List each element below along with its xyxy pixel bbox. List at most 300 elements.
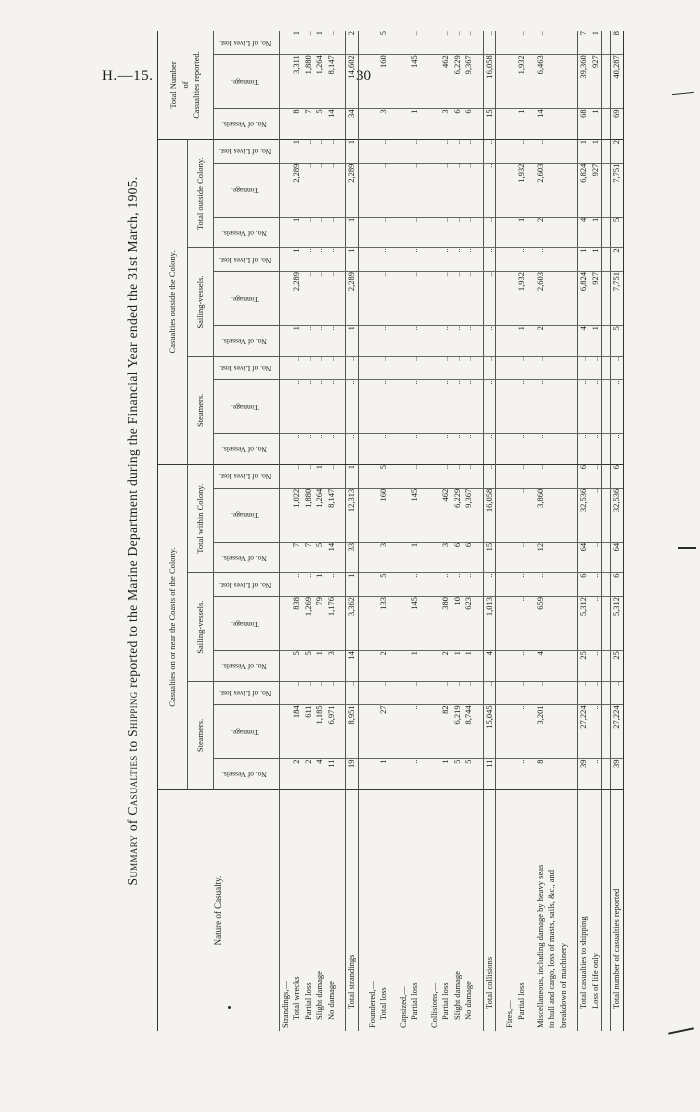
spacer-cell [496,790,505,1031]
vessels-column-header: No. of Vessels. [214,542,280,573]
table-cell: .. [535,248,569,272]
spacer-cell [602,55,611,109]
table-cell: 3 [367,542,390,573]
casualty-nature-label: Total strandings [346,790,358,1031]
table-cell: 6,824 927 [578,163,602,217]
spacer-cell [475,163,484,217]
spacer-cell [569,759,578,790]
table-cell: 64 [611,542,623,573]
table-cell: .. .. .. [429,271,475,325]
spacer-cell [358,217,367,248]
casualty-nature-label: Strandings,— Total wrecks Partial loss Slight damage No damage [280,971,336,1028]
lives-lost-column-header: No. of Lives lost. [214,31,280,55]
table-cell: 3,311 1,880 1,264 8,147 [280,55,338,109]
spacer-cell [602,434,611,465]
table-title: Summary of Casualties to Shipping reported to the Marine Department during the Financial Year ended the 31st March, 1905. [125,176,140,886]
table-cell: 39 .. [578,759,602,790]
spacer-cell [421,217,429,248]
lives-lost-column-header: No. of Lives lost. [214,465,280,489]
spacer-row [337,31,346,1031]
spacer-cell [421,380,429,434]
table-cell: 14 [346,651,358,682]
table-cell: 11 [483,759,495,790]
table-cell: 184 611 1,185 6,971 [280,705,338,759]
spacer-cell [569,651,578,682]
table-cell: .. .. .. .. [280,356,338,380]
table-cell: 15 [483,109,495,140]
spacer-cell [527,31,535,55]
table-cell: 6 [611,573,623,597]
spacer-cell [527,759,535,790]
table-cell: .. .. .. .. [280,380,338,434]
spacer-cell [337,326,346,357]
spacer-cell [421,542,429,573]
table-cell: 1,013 [483,597,495,651]
total-outside-header: Total outside Colony. [188,140,214,248]
spacer-cell [358,248,367,272]
table-cell: 8 [611,31,623,55]
spacer-cell [390,248,398,272]
table-cell: .. [398,681,421,705]
table-cell: .. [483,434,495,465]
spacer-cell [421,109,429,140]
table-cell: .. .. .. [429,380,475,434]
table-cell: 3 [367,109,390,140]
spacer-cell [358,573,367,597]
nature-header: Nature of Casualty. [158,790,280,1031]
tonnage-column-header: Tonnage. [214,271,280,325]
table-cell: .. [611,681,623,705]
table-cell: 145 [398,55,421,109]
table-cell: 1 [346,573,358,597]
table-cell: .. .. .. [429,356,475,380]
table-cell: 5,312 .. [578,597,602,651]
table-cell: .. [535,465,569,489]
casualty-nature-label: Foundered,— Total loss [366,981,389,1028]
table-cell: .. [483,31,495,55]
table-cell: 8 7 5 14 [280,109,338,140]
tonnage-column-header: Tonnage. [214,380,280,434]
spacer-cell [496,651,505,682]
spacer-cell [390,31,398,55]
spacer-cell [421,248,429,272]
table-cell: .. [535,380,569,434]
table-cell: .. .. .. .. [280,681,338,705]
spacer-cell [390,573,398,597]
table-row [504,31,527,1031]
spacer-cell [527,434,535,465]
spacer-row [527,31,535,1031]
vessels-column-header: No. of Vessels. [214,434,280,465]
lives-lost-column-header: No. of Lives lost. [214,356,280,380]
spacer-cell [475,681,484,705]
table-cell: 14,602 [346,55,358,109]
spacer-cell [475,31,484,55]
spacer-cell [421,759,429,790]
table-cell: 33 [346,542,358,573]
spacer-cell [602,109,611,140]
table-cell: .. [483,356,495,380]
spacer-cell [527,140,535,164]
table-cell: .. [535,573,569,597]
table-cell: 2 1 1 [429,651,475,682]
spacer-cell [602,248,611,272]
table-cell: 7,751 [611,163,623,217]
lives-lost-column-header: No. of Lives lost. [214,573,280,597]
spacer-cell [569,488,578,542]
table-row [429,31,475,1031]
spacer-cell [602,31,611,55]
table-cell: 6 .. [578,573,602,597]
total-row [611,31,623,1031]
spacer-cell [496,140,505,164]
spacer-cell [358,651,367,682]
spacer-cell [527,651,535,682]
table-cell: 160 [367,488,390,542]
spacer-cell [337,163,346,217]
table-cell: 1 .. .. .. [280,248,338,272]
table-cell: .. [504,465,527,489]
spacer-cell [337,356,346,380]
spacer-cell [475,434,484,465]
spacer-cell [527,465,535,489]
table-cell: 2 [611,248,623,272]
vessels-column-header: No. of Vessels. [214,217,280,248]
table-cell: 2 2 4 11 [280,759,338,790]
table-cell: 2,603 [535,163,569,217]
table-cell: .. [483,681,495,705]
table-cell: .. [504,434,527,465]
table-cell: 12 [535,542,569,573]
spacer-cell [337,31,346,55]
spacer-cell [496,248,505,272]
spacer-cell [390,380,398,434]
table-cell: 1 [346,465,358,489]
table-row [280,31,338,1031]
spacer-cell [358,790,367,1031]
spacer-cell [496,573,505,597]
scan-mark-right-mid [678,547,696,549]
spacer-cell [390,163,398,217]
table-cell: .. [367,380,390,434]
table-cell: 2 [535,217,569,248]
table-cell: .. [535,31,569,55]
outside-sailing-header: Sailing-vessels. [188,248,214,356]
tonnage-column-header: Tonnage. [214,163,280,217]
spacer-cell [602,380,611,434]
table-cell: 82 6,219 8,744 [429,705,475,759]
spacer-cell [602,681,611,705]
spacer-cell [337,488,346,542]
spacer-cell [569,55,578,109]
table-cell: 1,932 [504,271,527,325]
table-cell: .. [611,356,623,380]
table-cell: .. .. [578,380,602,434]
spacer-cell [496,434,505,465]
table-cell: 7 7 5 14 [280,542,338,573]
spacer-cell [602,705,611,759]
table-cell: 3 6 6 [429,109,475,140]
table-cell: .. .. .. [429,248,475,272]
table-cell: 2 [535,326,569,357]
spacer-cell [475,326,484,357]
table-cell: .. [483,163,495,217]
spacer-cell [569,109,578,140]
table-cell: 1 [346,248,358,272]
spacer-cell [496,163,505,217]
table-cell: .. [504,651,527,682]
spacer-cell [496,326,505,357]
table-cell: 27 [367,705,390,759]
table-cell: 5 5 1 3 [280,651,338,682]
table-cell: 6,463 [535,55,569,109]
casualties-table [157,31,624,1031]
table-cell: .. [535,681,569,705]
spacer-cell [337,140,346,164]
spacer-cell [390,681,398,705]
spacer-cell [527,542,535,573]
table-cell: .. [535,434,569,465]
table-cell: .. [398,573,421,597]
spacer-cell [390,109,398,140]
table-cell: 1 [504,217,527,248]
table-row [398,31,421,1031]
table-cell: .. [504,597,527,651]
table-cell: .. [398,31,421,55]
spacer-cell [358,597,367,651]
table-cell: 27,224 .. [578,705,602,759]
table-cell: 5 [611,326,623,357]
table-cell: 14 [535,109,569,140]
spacer-cell [358,542,367,573]
spacer-cell [421,55,429,109]
spacer-cell [527,109,535,140]
spacer-cell [475,759,484,790]
spacer-cell [337,542,346,573]
spacer-cell [337,651,346,682]
spacer-cell [390,434,398,465]
table-cell: .. [483,380,495,434]
spacer-cell [496,705,505,759]
casualty-nature-label: Capsized,— Partial loss [397,982,420,1028]
table-cell: .. [398,434,421,465]
spacer-cell [569,356,578,380]
spacer-cell [421,705,429,759]
table-cell: 838 1,269 79 1,176 [280,597,338,651]
table-cell: .. [504,140,527,164]
spacer-cell [602,542,611,573]
spacer-cell [337,681,346,705]
spacer-cell [496,488,505,542]
spacer-cell [358,488,367,542]
spacer-cell [358,759,367,790]
table-cell: .. [535,140,569,164]
table-cell: .. [398,759,421,790]
table-cell: .. [346,356,358,380]
table-cell: 1 [504,326,527,357]
casualty-nature-label: Total number of casualties reported [611,790,623,1031]
total-within-header: Total within Colony. [188,465,214,573]
table-cell: .. [504,542,527,573]
table-cell: 1 [504,109,527,140]
spacer-cell [569,271,578,325]
document-reference: H.—15. [102,68,154,84]
spacer-row [475,31,484,1031]
spacer-cell [602,465,611,489]
spacer-row [602,31,611,1031]
spacer-cell [390,140,398,164]
spacer-cell [421,597,429,651]
outside-group-header: Casualties outside the Colony. [158,140,188,465]
spacer-cell [527,326,535,357]
spacer-cell [421,271,429,325]
table-cell: 133 [367,597,390,651]
spacer-cell [496,597,505,651]
spacer-cell [569,573,578,597]
spacer-cell [421,356,429,380]
spacer-cell [569,31,578,55]
table-cell: 1 .. .. .. [280,326,338,357]
table-cell: .. .. .. [429,434,475,465]
spacer-cell [496,542,505,573]
spacer-cell [475,271,484,325]
spacer-cell [602,488,611,542]
table-cell: 16,058 [483,488,495,542]
table-cell: .. [483,140,495,164]
spacer-cell [527,55,535,109]
spacer-cell [358,380,367,434]
spacer-row [390,31,398,1031]
table-cell: 39 [611,759,623,790]
spacer-cell [527,597,535,651]
spacer-cell [475,248,484,272]
spacer-cell [390,597,398,651]
spacer-cell [602,759,611,790]
table-cell: .. [504,356,527,380]
spacer-cell [569,163,578,217]
steamers-header: Steamers. [188,681,214,789]
spacer-cell [337,597,346,651]
spacer-cell [337,217,346,248]
spacer-cell [421,140,429,164]
table-cell: .. .. [578,434,602,465]
casualty-nature-label: Miscellaneous, including damage by heavy seas to hull and cargo, loss of masts, sails, &c., and breakdown of machinery [534,864,568,1028]
table-cell: .. .. .. [429,140,475,164]
spacer-cell [527,248,535,272]
spacer-cell [569,380,578,434]
table-cell: 145 [398,597,421,651]
table-cell: 8,951 [346,705,358,759]
spacer-cell [602,597,611,651]
table-cell: 4 [483,651,495,682]
spacer-cell [337,109,346,140]
spacer-cell [602,326,611,357]
table-cell: .. [398,140,421,164]
spacer-cell [421,790,429,1031]
spacer-cell [337,465,346,489]
spacer-cell [527,790,535,1031]
spacer-cell [358,326,367,357]
spacer-cell [390,705,398,759]
table-cell: 69 [611,109,623,140]
table-cell: 68 1 [578,109,602,140]
table-cell: 659 [535,597,569,651]
table-cell: 2,289 .. .. .. [280,163,338,217]
spacer-row [496,31,505,1031]
table-cell: .. .. .. [429,465,475,489]
table-cell: 39,360 927 [578,55,602,109]
table-cell: 1 .. 1 .. [280,31,338,55]
spacer-cell [358,705,367,759]
table-cell: .. [504,573,527,597]
table-cell: .. .. .. [429,163,475,217]
spacer-cell [602,271,611,325]
table-cell: .. [483,465,495,489]
table-cell: .. [611,380,623,434]
spacer-cell [602,790,611,1031]
lives-lost-column-header: No. of Lives lost. [214,140,280,164]
table-cell: 7,751 [611,271,623,325]
spacer-cell [421,465,429,489]
tonnage-column-header: Tonnage. [214,705,280,759]
table-cell: 12,313 [346,488,358,542]
table-cell: 2,289 .. .. .. [280,271,338,325]
table-cell: 1 [398,542,421,573]
table-cell: 1 [346,217,358,248]
spacer-cell [390,55,398,109]
spacer-cell [421,434,429,465]
table-cell: .. [367,217,390,248]
table-cell: .. [398,465,421,489]
coast-group-header: Casualties on or near the Coasts of the Colony. [158,465,188,790]
lives-lost-column-header: No. of Lives lost. [214,681,280,705]
spacer-cell [390,790,398,1031]
spacer-cell [337,705,346,759]
spacer-cell [569,248,578,272]
table-cell: .. [398,326,421,357]
spacer-cell [475,651,484,682]
table-cell: 6 .. [578,465,602,489]
spacer-cell [569,434,578,465]
spacer-cell [569,542,578,573]
table-cell: 160 [367,55,390,109]
table-cell: 27,224 [611,705,623,759]
table-cell: .. [483,326,495,357]
vessels-column-header: No. of Vessels. [214,326,280,357]
spacer-cell [569,705,578,759]
spacer-row [421,31,429,1031]
table-cell: 2 [367,651,390,682]
spacer-cell [527,705,535,759]
table-cell: .. .. 1 .. [280,573,338,597]
table-cell: 1 5 5 [429,759,475,790]
table-cell: 34 [346,109,358,140]
spacer-cell [569,326,578,357]
spacer-cell [527,488,535,542]
spacer-cell [496,356,505,380]
table-cell: .. .. .. [429,326,475,357]
spacer-cell [527,681,535,705]
spacer-cell [358,465,367,489]
table-cell: 1 1 [578,140,602,164]
spacer-cell [527,356,535,380]
table-cell: .. [367,163,390,217]
table-cell: 19 [346,759,358,790]
table-cell: .. .. .. [429,681,475,705]
table-cell: .. [398,217,421,248]
table-row [535,31,569,1031]
spacer-cell [390,651,398,682]
